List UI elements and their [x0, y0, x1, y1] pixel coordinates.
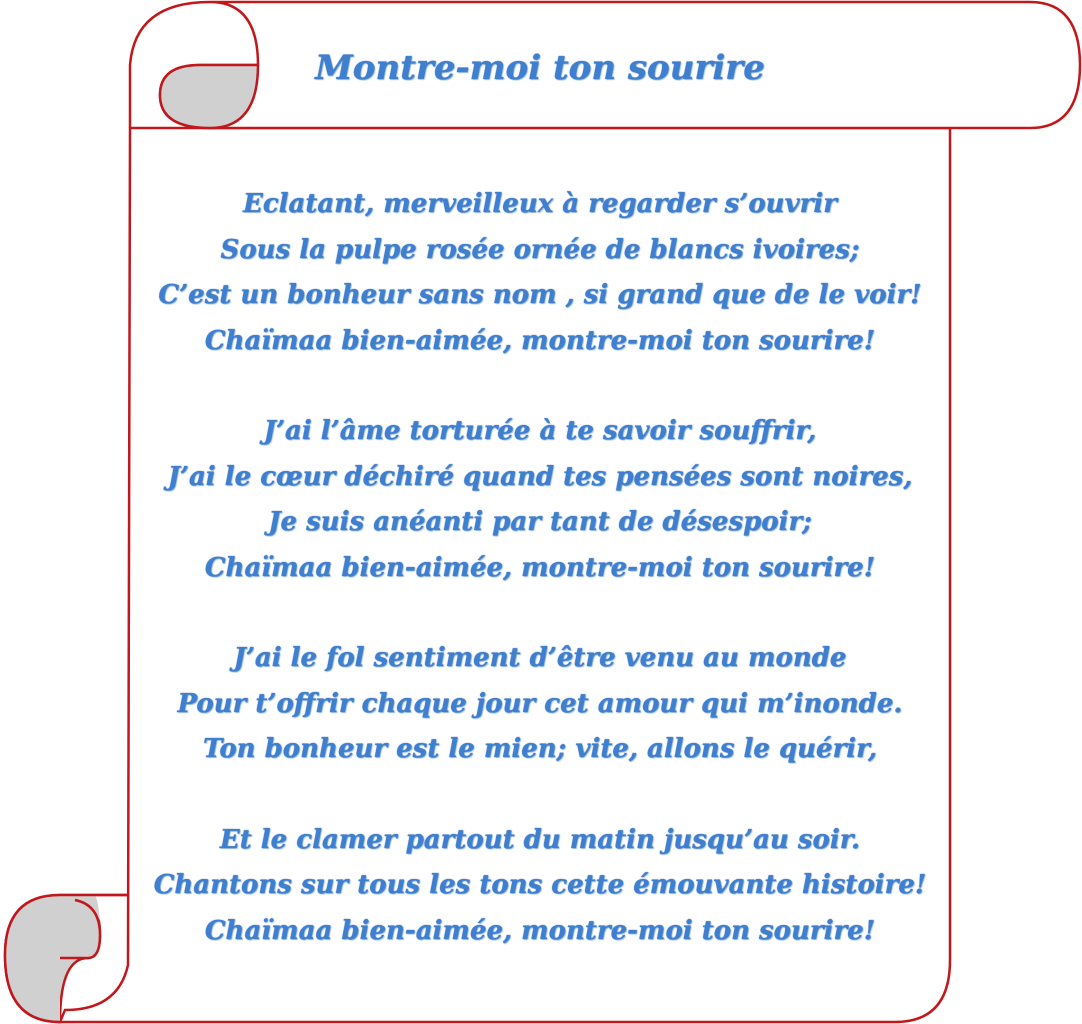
poem-line: Chaïmaa bien-aimée, montre-moi ton sourire!: [204, 915, 876, 946]
poem-line: Chaïmaa bien-aimée, montre-moi ton sourire!: [204, 552, 876, 583]
stanza-1: [140, 182, 940, 364]
poem-line: Pour t’offrir chaque jour cet amour qui m’inonde.: [177, 688, 903, 719]
poem-line: Chantons sur tous les tons cette émouvante histoire!: [153, 870, 927, 900]
stanza-3: [140, 636, 940, 773]
poem-body: [140, 182, 940, 999]
poem-line: J’ai le cœur déchiré quand tes pensées sont noires,: [167, 461, 913, 492]
stanza-4: [140, 818, 940, 955]
poem-line: Eclatant, merveilleux à regarder s’ouvrir: [243, 189, 837, 219]
poem-line: C’est un bonheur sans nom , si grand que de le voir!: [158, 280, 922, 310]
poem-line: J’ai le fol sentiment d’être venu au monde: [233, 643, 847, 673]
poem-title: Montre-moi ton sourire: [315, 48, 765, 88]
poem-line: Chaïmaa bien-aimée, montre-moi ton sourire!: [204, 325, 876, 356]
poem-line: Sous la pulpe rosée ornée de blancs ivoires;: [220, 234, 860, 265]
poem-line: Je suis anéanti par tant de désespoir;: [268, 507, 812, 537]
stanza-2: [140, 409, 940, 591]
poem-line: J’ai l’âme torturée à te savoir souffrir,: [263, 416, 817, 446]
poem-line: Ton bonheur est le mien; vite, allons le quérir,: [202, 734, 878, 764]
poem-line: Et le clamer partout du matin jusqu’au soir.: [219, 824, 861, 855]
